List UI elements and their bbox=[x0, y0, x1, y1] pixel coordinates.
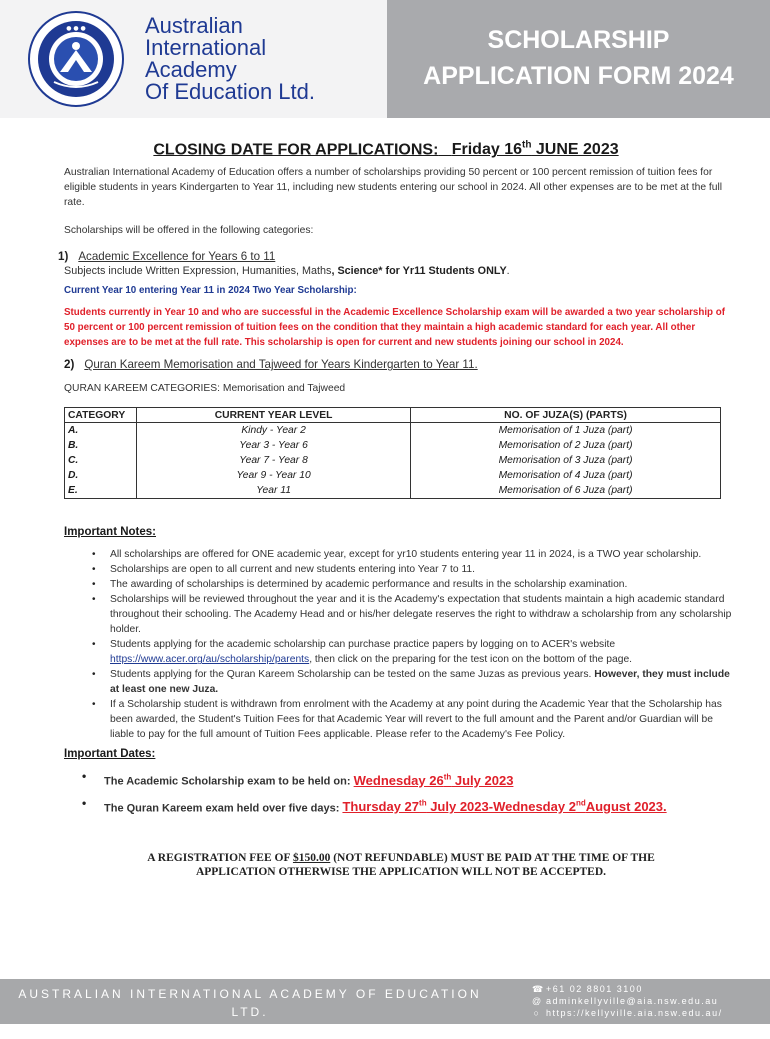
table-cell-juza: Memorisation of 4 Juza (part) bbox=[411, 468, 721, 483]
quran-categories-table bbox=[64, 407, 721, 499]
table-row bbox=[65, 423, 721, 439]
fee-line: APPLICATION OTHERWISE THE APPLICATION WILL NOT BE ACCEPTED. bbox=[195, 865, 607, 878]
closing-label: CLOSING DATE FOR APPLICATIONS: bbox=[153, 141, 439, 159]
header-title-panel bbox=[387, 0, 770, 118]
closing-date-month: JUNE 2023 bbox=[531, 141, 619, 159]
acer-note-text: Students applying for the academic scholarship can purchase practice papers by logging on to ACER's website bbox=[110, 639, 616, 651]
quran-exam-label: The Quran Kareem exam held over five days: bbox=[104, 801, 340, 814]
fee-text: A REGISTRATION FEE OF bbox=[147, 851, 293, 864]
table-cell-category: C. bbox=[65, 453, 137, 468]
table-cell-juza: Memorisation of 3 Juza (part) bbox=[411, 453, 721, 468]
website-text: https://kellyville.aia.nsw.edu.au/ bbox=[546, 1008, 723, 1018]
page-footer bbox=[0, 979, 770, 1037]
table-cell-year-level: Year 9 - Year 10 bbox=[137, 468, 411, 483]
form-title-line: APPLICATION FORM 2024 bbox=[423, 62, 734, 90]
table-header-row bbox=[65, 408, 721, 423]
closing-date-suffix: th bbox=[522, 140, 532, 151]
form-title-line: SCHOLARSHIP bbox=[487, 26, 670, 54]
list-item: • Scholarships will be reviewed throughout the year and it is the Academy's expectation that students maintain a high academic standard throughout their schooling. The Academy Head and or his/her delegate reserves the right to withdraw a scholarship from any scholarship holder. bbox=[92, 592, 738, 637]
list-item: • Scholarships are open to all current and new students entering into Year 7 to 11. bbox=[92, 562, 738, 577]
org-name-line: International bbox=[145, 35, 267, 60]
two-year-scholarship-details: Students currently in Year 10 and who are successful in the Academic Excellence Scholarship exam will be awarded a two year scholarship of 50 percent or 100 percent remission of tuition fees on the condition that they maintain a high academic standard for each year. All other expenses are to be met at the full rate. This scholarship is open for current and new students joining our school in 2024. bbox=[64, 307, 725, 349]
footer-email[interactable] bbox=[532, 995, 723, 1007]
important-notes-list bbox=[92, 547, 738, 742]
closing-date-day: Friday 16 bbox=[451, 141, 522, 159]
fee-amount: $150.00 bbox=[292, 851, 331, 864]
table-cell-juza: Memorisation of 2 Juza (part) bbox=[411, 438, 721, 453]
subjects-science-note: , Science* for Yr11 Students ONLY bbox=[331, 265, 507, 278]
list-item: • The awarding of scholarships is determined by academic performance and results in the scholarship examination. bbox=[92, 577, 738, 592]
table-cell-juza: Memorisation of 6 Juza (part) bbox=[411, 483, 721, 499]
phone-text: +61 02 8801 3100 bbox=[546, 984, 643, 994]
table-cell-year-level: Year 3 - Year 6 bbox=[137, 438, 411, 453]
table-row bbox=[65, 453, 721, 468]
academy-logo-icon bbox=[24, 10, 128, 108]
quran-note-text: Students applying for the Quran Kareem Scholarship can be tested on the same Juzas as previous years. bbox=[110, 669, 592, 681]
two-year-scholarship-heading: Current Year 10 entering Year 11 in 2024 Two Year Scholarship: bbox=[64, 285, 357, 297]
table-cell-year-level: Kindy - Year 2 bbox=[137, 423, 411, 439]
date-part: August 2023. bbox=[585, 798, 667, 814]
quran-categories-line: QURAN KAREEM CATEGORIES: Memorisation and Tajweed bbox=[64, 383, 346, 395]
closing-date bbox=[452, 141, 619, 158]
org-name-line: Australian bbox=[145, 13, 243, 38]
quran-note-bold: However, they must include at least one new Juza. bbox=[110, 669, 730, 696]
registration-fee-notice bbox=[64, 851, 738, 879]
email-text: adminkellyville@aia.nsw.edu.au bbox=[546, 996, 719, 1006]
fee-line bbox=[64, 851, 738, 865]
table-cell-category: A. bbox=[65, 423, 137, 439]
category-number: 2) bbox=[64, 358, 75, 372]
date-suffix: nd bbox=[575, 798, 586, 808]
academic-exam-date bbox=[354, 773, 514, 788]
table-header-cell: CATEGORY bbox=[65, 408, 137, 423]
categories-intro: Scholarships will be offered in the following categories: bbox=[64, 225, 314, 237]
important-dates-list bbox=[82, 766, 738, 819]
org-name-line: Of Education Ltd. bbox=[145, 79, 315, 104]
list-item bbox=[92, 667, 738, 697]
date-suffix: th bbox=[419, 798, 427, 808]
svg-text:● ● ●: ● ● ● bbox=[66, 25, 86, 32]
footer-phone bbox=[532, 983, 723, 995]
page-header bbox=[0, 0, 770, 118]
form-title bbox=[387, 22, 770, 94]
date-part: Wednesday 26 bbox=[353, 772, 444, 788]
organisation-name bbox=[145, 15, 315, 103]
category-1-heading bbox=[58, 250, 738, 263]
email-icon: @ bbox=[532, 996, 543, 1006]
footer-website[interactable] bbox=[532, 1007, 723, 1019]
fee-text: (NOT REFUNDABLE) MUST BE PAID AT THE TIME OF THE bbox=[330, 851, 655, 864]
table-row bbox=[65, 468, 721, 483]
date-part: Thursday 27 bbox=[342, 798, 420, 814]
list-item bbox=[92, 637, 738, 667]
list-item: • If a Scholarship student is withdrawn from enrolment with the Academy at any point during the Academic Year that the Scholarship has been awarded, the Student's Tuition Fees for that Academic Year will revert to the full amount and the Parent and/or Guardian will be liable to pay for the full amount of Tuition Fees applicable. Please refer to the Academy's Fee Policy. bbox=[92, 697, 738, 742]
category-label: Quran Kareem Memorisation and Tajweed for Years Kindergarten to Year 11. bbox=[84, 358, 478, 372]
date-part: July 2023-Wednesday 2 bbox=[426, 798, 576, 814]
date-suffix: th bbox=[443, 772, 452, 782]
org-name-line: Academy bbox=[145, 57, 237, 82]
table-header-cell: NO. OF JUZA(S) (PARTS) bbox=[411, 408, 721, 423]
intro-paragraph: Australian International Academy of Education offers a number of scholarships providing 50 percent or 100 percent remission of tuition fees for eligible students in years Kindergarten to Year 11, including new students entering our school in 2024. All other expenses are to be met at the full rate. bbox=[64, 167, 723, 209]
quran-exam-date bbox=[342, 799, 666, 814]
footer-contact-details bbox=[532, 983, 723, 1019]
important-dates-heading: Important Dates: bbox=[64, 748, 156, 761]
table-cell-category: E. bbox=[65, 483, 137, 499]
important-notes-heading: Important Notes: bbox=[64, 526, 156, 539]
category-number: 1) bbox=[58, 250, 69, 264]
footer-school-name bbox=[0, 985, 500, 1039]
footer-name-line: AUSTRALIAN INTERNATIONAL ACADEMY OF EDUCATION LTD. bbox=[18, 987, 482, 1019]
footer-name-line: KELLYVILLE SCHOOL bbox=[162, 1023, 338, 1037]
table-cell-category: B. bbox=[65, 438, 137, 453]
table-cell-juza: Memorisation of 1 Juza (part) bbox=[411, 423, 721, 439]
table-row bbox=[65, 438, 721, 453]
date-part: July 2023 bbox=[451, 772, 514, 788]
table-row bbox=[65, 483, 721, 499]
academic-exam-label: The Academic Scholarship exam to be held on: bbox=[104, 775, 351, 788]
list-item: • All scholarships are offered for ONE academic year, except for yr10 students entering year 11 in 2024, is a TWO year scholarship. bbox=[92, 547, 738, 562]
form-content bbox=[58, 140, 738, 879]
subjects-end: . bbox=[506, 265, 510, 278]
globe-icon: ○ bbox=[533, 1008, 541, 1018]
closing-date-heading bbox=[34, 140, 738, 159]
category-2-heading bbox=[64, 358, 738, 371]
acer-note-after: , then click on the preparing for the test icon on the bottom of the page. bbox=[309, 654, 633, 666]
table-cell-category: D. bbox=[65, 468, 137, 483]
table-cell-year-level: Year 7 - Year 8 bbox=[137, 453, 411, 468]
subjects-text: Subjects include Written Expression, Humanities, Maths bbox=[64, 265, 332, 278]
phone-icon: ☎ bbox=[532, 984, 545, 994]
table-cell-year-level: Year 11 bbox=[137, 483, 411, 499]
category-label: Academic Excellence for Years 6 to 11 bbox=[78, 250, 276, 264]
list-item bbox=[82, 793, 738, 819]
table-header-cell: CURRENT YEAR LEVEL bbox=[137, 408, 411, 423]
acer-scholarship-link[interactable]: https://www.acer.org/au/scholarship/parents bbox=[110, 654, 310, 666]
header-brand-panel bbox=[0, 0, 387, 118]
category-1-subjects bbox=[64, 265, 738, 277]
list-item bbox=[82, 766, 738, 792]
